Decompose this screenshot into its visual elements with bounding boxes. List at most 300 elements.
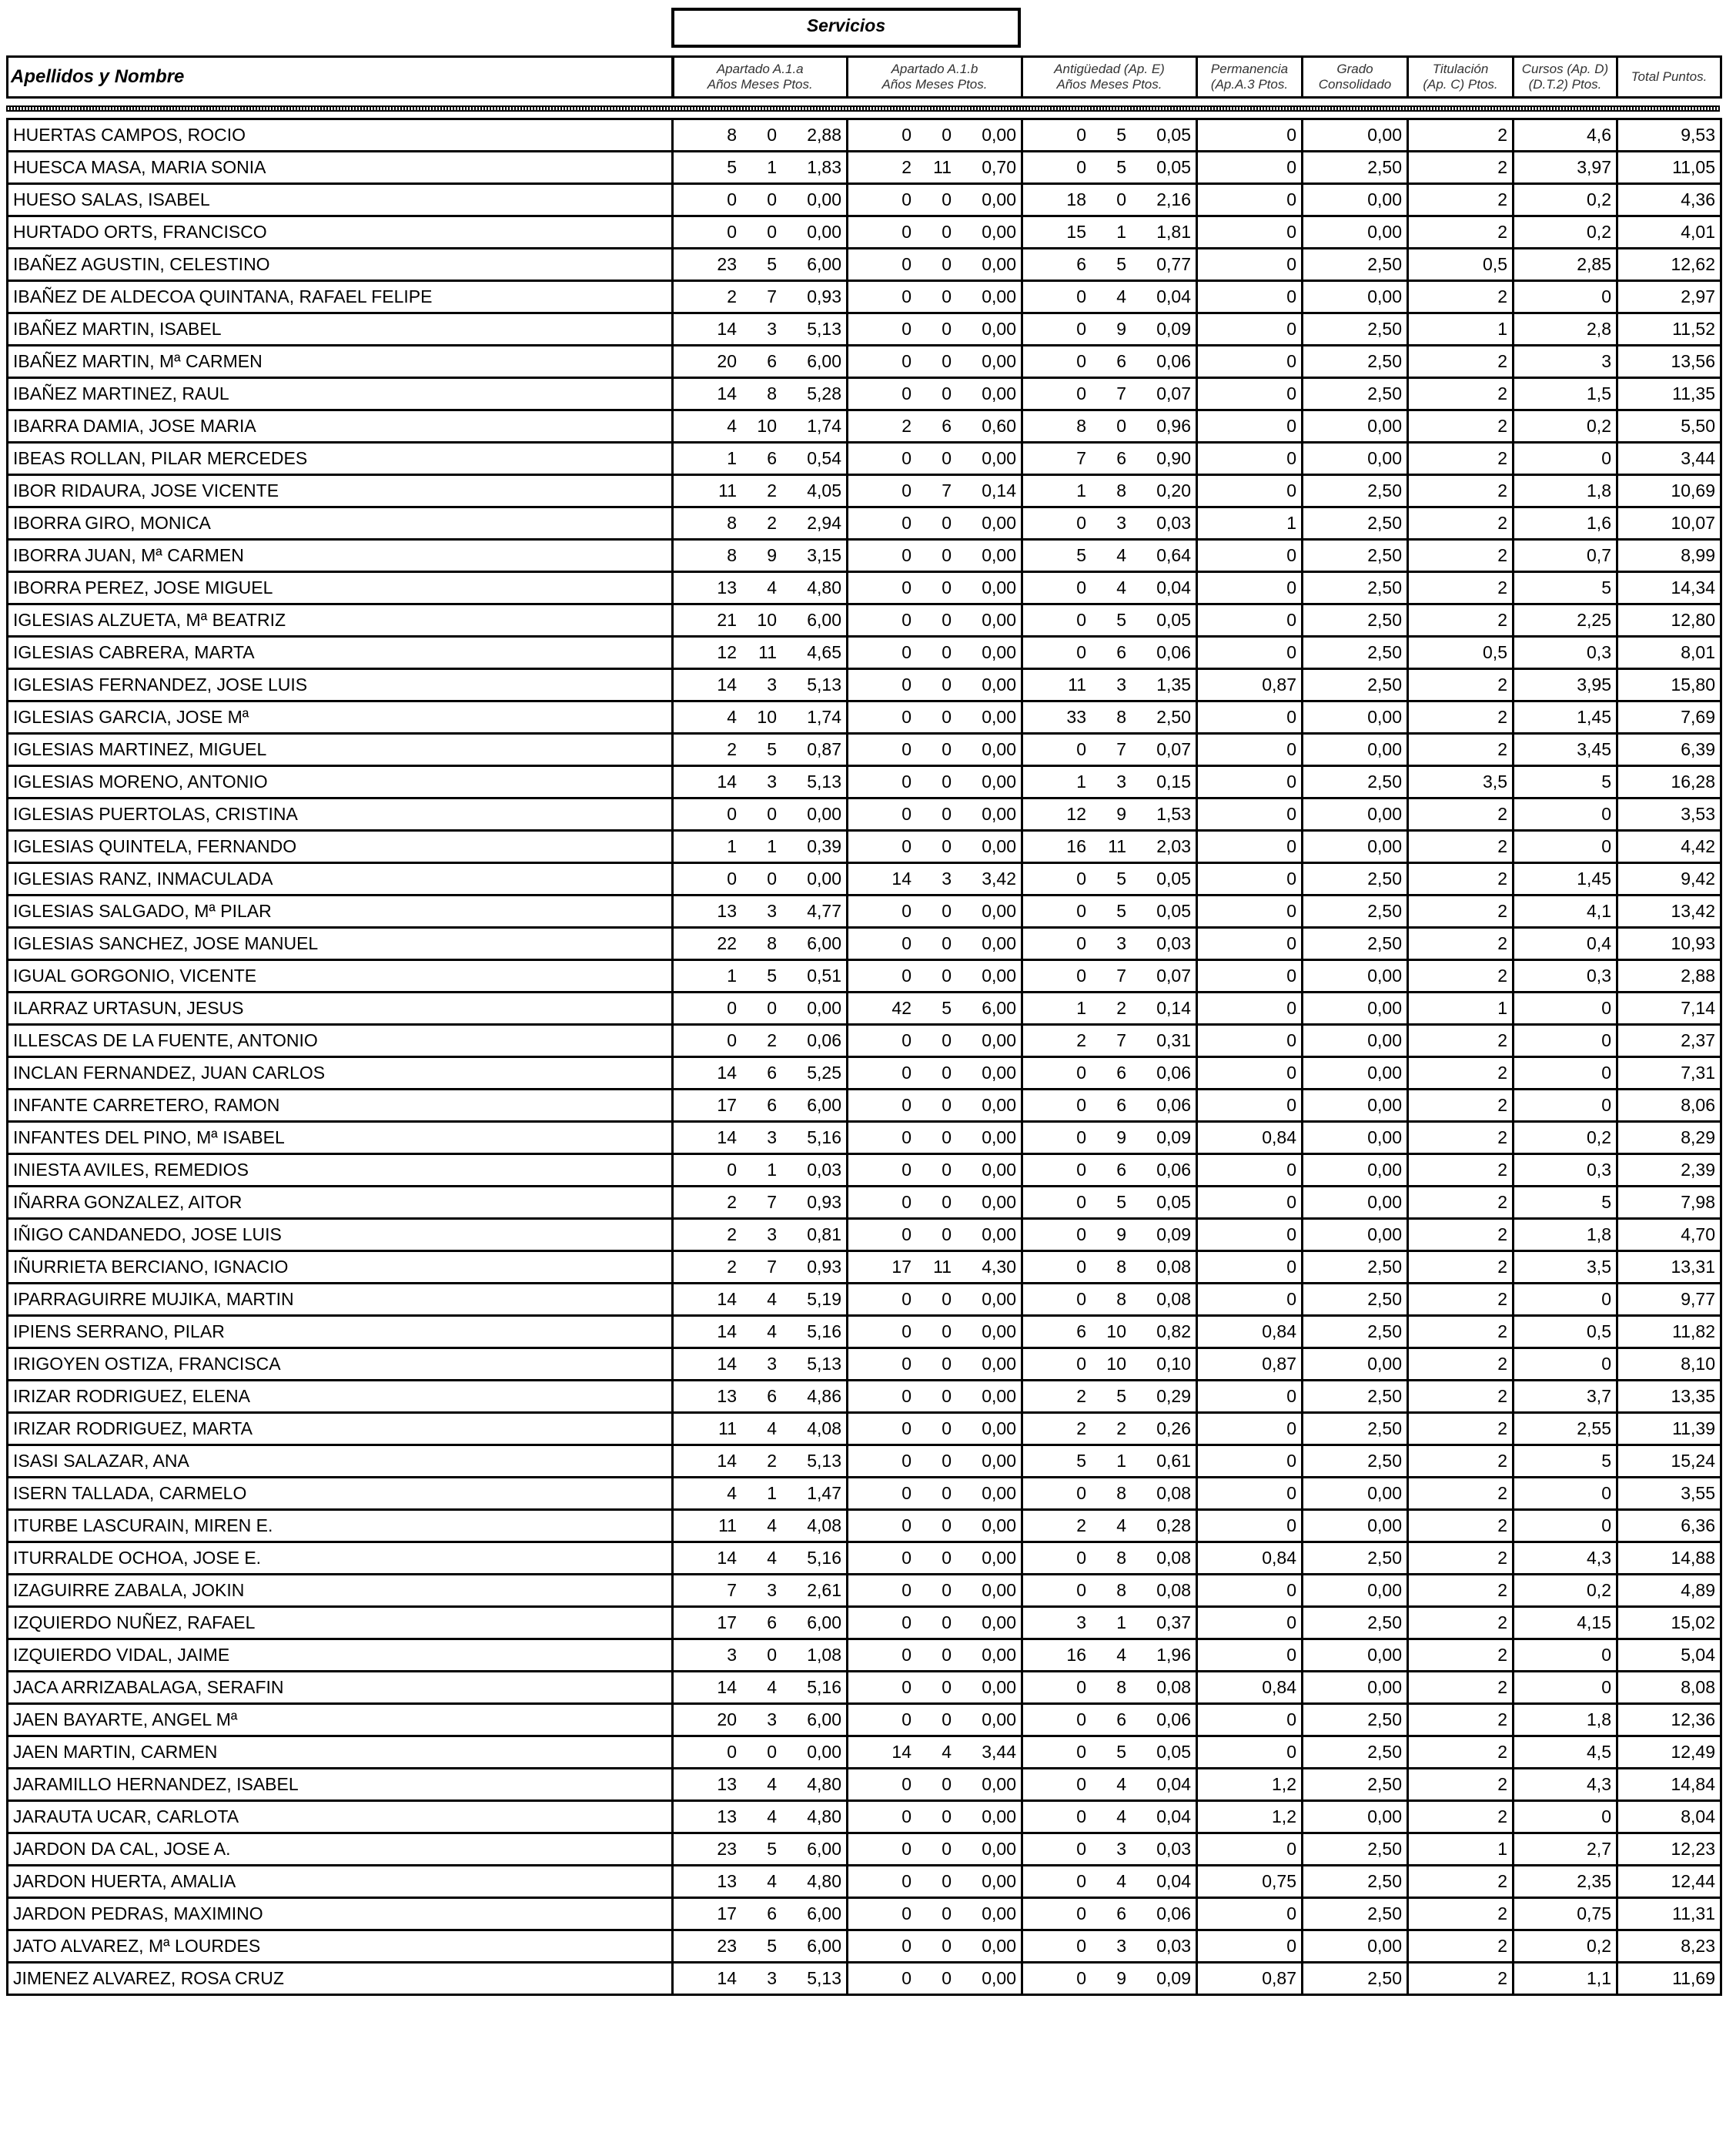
table-row [8,1219,1721,1251]
cell-name: IRIZAR RODRIGUEZ, ELENA [8,1381,673,1413]
cell-a1a-years: 17 [717,1903,737,1923]
cell-a1b [848,1607,1022,1639]
cell-antiguedad [1022,1898,1197,1930]
cell-total: 11,39 [1617,1413,1721,1445]
cell-grado: 2,50 [1303,1736,1408,1769]
table-row [8,507,1721,540]
cell-a1b-years: 0 [901,1580,912,1600]
cell-a1a-points: 0,00 [807,222,841,242]
cell-name: IGLESIAS MARTINEZ, MIGUEL [8,734,673,766]
cell-titulacion: 2 [1408,960,1514,993]
cell-cursos: 0,2 [1514,184,1617,216]
cell-antiguedad [1022,928,1197,960]
cell-antiguedad-years: 0 [1076,1677,1086,1697]
cell-antiguedad-points: 0,04 [1156,1806,1191,1826]
cell-name: JARDON DA CAL, JOSE A. [8,1833,673,1866]
cell-name: HURTADO ORTS, FRANCISCO [8,216,673,249]
table-row [8,1445,1721,1478]
cell-a1b-months: 0 [942,1968,952,1988]
cell-a1a-points: 2,88 [807,125,841,145]
cell-antiguedad-points: 0,61 [1156,1451,1191,1471]
cell-total: 7,69 [1617,701,1721,734]
cell-name: IGLESIAS ALZUETA, Mª BEATRIZ [8,604,673,637]
cell-a1a-points: 6,00 [807,1095,841,1115]
cell-antiguedad-points: 0,10 [1156,1354,1191,1374]
cell-a1b-years: 0 [901,286,912,306]
cell-antiguedad-points: 0,37 [1156,1612,1191,1632]
cell-antiguedad-months: 4 [1116,1806,1126,1826]
cell-cursos: 5 [1514,1445,1617,1478]
cell-a1a [673,1866,848,1898]
cell-total: 14,88 [1617,1542,1721,1575]
cell-a1a-years: 1 [727,836,737,856]
cell-a1b-points: 0,00 [982,1224,1016,1244]
cell-titulacion: 3,5 [1408,766,1514,798]
cell-a1b-years: 0 [901,772,912,792]
cell-antiguedad-points: 1,81 [1156,222,1191,242]
cell-a1b-points: 0,00 [982,1548,1016,1568]
cell-titulacion: 2 [1408,572,1514,604]
cell-a1b-months: 0 [942,1063,952,1083]
cell-a1b-months: 0 [942,1095,952,1115]
cell-permanencia: 0 [1197,1090,1303,1122]
cell-a1b-months: 0 [942,383,952,403]
cell-total: 3,55 [1617,1478,1721,1510]
cell-antiguedad [1022,1057,1197,1090]
cell-name: JATO ALVAREZ, Mª LOURDES [8,1930,673,1963]
cell-antiguedad [1022,346,1197,378]
cell-a1b-months: 0 [942,1709,952,1729]
cell-a1a [673,831,848,863]
cell-a1b-points: 0,00 [982,1515,1016,1535]
cell-a1a-points: 5,13 [807,675,841,695]
cell-a1b-points: 0,00 [982,254,1016,274]
cell-grado: 2,50 [1303,1898,1408,1930]
cell-antiguedad-points: 0,04 [1156,578,1191,598]
cell-a1a-years: 23 [717,254,737,274]
scores-table [6,118,1722,1996]
cell-a1a-points: 1,08 [807,1645,841,1665]
cell-permanencia: 0 [1197,1510,1303,1542]
cell-antiguedad-years: 2 [1076,1418,1086,1438]
cell-a1a-points: 6,00 [807,933,841,953]
cell-antiguedad-years: 0 [1076,1289,1086,1309]
cell-a1b-months: 0 [942,1127,952,1147]
cell-antiguedad [1022,249,1197,281]
cell-grado: 0,00 [1303,410,1408,443]
cell-antiguedad-months: 6 [1116,1903,1126,1923]
cell-titulacion: 1 [1408,313,1514,346]
cell-antiguedad [1022,1704,1197,1736]
cell-antiguedad-years: 2 [1076,1386,1086,1406]
cell-total: 9,77 [1617,1284,1721,1316]
cell-a1a [673,604,848,637]
cell-total: 10,69 [1617,475,1721,507]
cell-titulacion: 2 [1408,1704,1514,1736]
cell-antiguedad-points: 0,09 [1156,319,1191,339]
cell-grado: 2,50 [1303,1316,1408,1348]
cell-a1a-months: 6 [767,1386,777,1406]
table-row [8,637,1721,669]
cell-a1b-years: 0 [901,448,912,468]
cell-a1b-months: 0 [942,1354,952,1374]
cell-a1b-points: 0,00 [982,1968,1016,1988]
cell-cursos: 0 [1514,1639,1617,1672]
cell-a1a-months: 10 [757,707,777,727]
cell-titulacion: 2 [1408,928,1514,960]
cell-a1a [673,1348,848,1381]
cell-antiguedad-months: 9 [1116,319,1126,339]
cell-cursos: 1,8 [1514,475,1617,507]
cell-name: IGLESIAS RANZ, INMACULADA [8,863,673,896]
cell-total: 4,36 [1617,184,1721,216]
cell-grado: 0,00 [1303,1575,1408,1607]
cell-a1a-months: 4 [767,1871,777,1891]
cell-antiguedad [1022,1866,1197,1898]
cell-antiguedad-years: 0 [1076,1936,1086,1956]
table-row [8,993,1721,1025]
cell-antiguedad-months: 6 [1116,642,1126,662]
cell-grado: 0,00 [1303,1639,1408,1672]
cell-a1b-points: 0,70 [982,157,1016,177]
cell-antiguedad-years: 0 [1076,1903,1086,1923]
cell-cursos: 1,6 [1514,507,1617,540]
cell-antiguedad-months: 8 [1116,480,1126,500]
cell-antiguedad-points: 0,03 [1156,1936,1191,1956]
cell-a1b [848,1025,1022,1057]
cell-a1a-points: 1,74 [807,416,841,436]
cell-antiguedad-years: 0 [1076,286,1086,306]
cell-antiguedad [1022,863,1197,896]
cell-a1a-points: 2,94 [807,513,841,533]
cell-a1a-months: 2 [767,1451,777,1471]
cell-a1a-points: 1,74 [807,707,841,727]
cell-name: IBOR RIDAURA, JOSE VICENTE [8,475,673,507]
cell-a1b-years: 0 [901,254,912,274]
cell-antiguedad-points: 0,08 [1156,1580,1191,1600]
cell-permanencia: 0 [1197,604,1303,637]
cell-grado: 2,50 [1303,1866,1408,1898]
cell-cursos: 2,85 [1514,249,1617,281]
cell-name: IÑARRA GONZALEZ, AITOR [8,1187,673,1219]
cell-a1a-months: 3 [767,772,777,792]
cell-grado: 0,00 [1303,443,1408,475]
cell-total: 12,36 [1617,1704,1721,1736]
cell-permanencia: 0 [1197,1736,1303,1769]
cell-a1a [673,1219,848,1251]
cell-antiguedad-points: 0,26 [1156,1418,1191,1438]
cell-a1a [673,1575,848,1607]
cell-a1a-months: 6 [767,1612,777,1632]
cell-antiguedad-years: 0 [1076,642,1086,662]
cell-a1b-months: 0 [942,1030,952,1050]
cell-antiguedad [1022,637,1197,669]
cell-a1b-points: 0,00 [982,578,1016,598]
cell-a1b-years: 0 [901,1095,912,1115]
cell-a1b-months: 7 [942,480,952,500]
cell-antiguedad [1022,184,1197,216]
cell-permanencia: 0 [1197,346,1303,378]
cell-antiguedad-points: 0,05 [1156,901,1191,921]
cell-antiguedad-years: 0 [1076,1580,1086,1600]
cell-a1a-years: 13 [717,1806,737,1826]
cell-a1b [848,1348,1022,1381]
cell-a1b-points: 0,00 [982,610,1016,630]
cell-antiguedad-years: 16 [1066,836,1086,856]
cell-a1a-points: 4,86 [807,1386,841,1406]
cell-a1a-months: 4 [767,1515,777,1535]
cell-name: ILARRAZ URTASUN, JESUS [8,993,673,1025]
cell-permanencia: 0 [1197,1833,1303,1866]
cell-antiguedad-points: 0,06 [1156,1709,1191,1729]
cell-antiguedad-points: 0,06 [1156,642,1191,662]
cell-antiguedad-months: 7 [1116,1030,1126,1050]
cell-name: IZQUIERDO VIDAL, JAIME [8,1639,673,1672]
cell-a1b-years: 0 [901,1483,912,1503]
cell-antiguedad-months: 8 [1116,1257,1126,1277]
cell-antiguedad [1022,1025,1197,1057]
cell-a1b-points: 0,00 [982,1903,1016,1923]
cell-antiguedad-years: 0 [1076,1806,1086,1826]
cell-a1b-months: 0 [942,1903,952,1923]
table-row [8,572,1721,604]
cell-permanencia: 1 [1197,507,1303,540]
cell-permanencia: 0,87 [1197,1963,1303,1995]
cell-a1a [673,1736,848,1769]
cell-a1a-years: 2 [727,286,737,306]
cell-a1b-points: 0,00 [982,1839,1016,1859]
cell-antiguedad-years: 1 [1076,772,1086,792]
cell-a1a-months: 7 [767,286,777,306]
cell-a1a-months: 6 [767,1903,777,1923]
cell-a1b-years: 0 [901,125,912,145]
cell-antiguedad-points: 0,04 [1156,1774,1191,1794]
cell-a1b-points: 0,00 [982,125,1016,145]
cell-a1a [673,346,848,378]
cell-grado: 0,00 [1303,1348,1408,1381]
cell-cursos: 0,4 [1514,928,1617,960]
cell-name: IGLESIAS GARCIA, JOSE Mª [8,701,673,734]
cell-a1a-points: 2,61 [807,1580,841,1600]
cell-a1a-months: 5 [767,1936,777,1956]
cell-a1a-months: 3 [767,901,777,921]
cell-antiguedad-years: 18 [1066,189,1086,209]
cell-antiguedad-years: 12 [1066,804,1086,824]
cell-a1b [848,1090,1022,1122]
table-row [8,1769,1721,1801]
cell-antiguedad [1022,1672,1197,1704]
cell-a1b-points: 0,00 [982,545,1016,565]
table-row [8,1025,1721,1057]
cell-antiguedad-months: 4 [1116,1774,1126,1794]
cell-a1a-points: 5,25 [807,1063,841,1083]
cell-a1b [848,1478,1022,1510]
cell-antiguedad-months: 2 [1116,1418,1126,1438]
cell-a1a [673,701,848,734]
cell-permanencia: 0 [1197,313,1303,346]
cell-a1a-months: 4 [767,1289,777,1309]
cell-a1a [673,119,848,152]
cell-antiguedad-points: 0,14 [1156,998,1191,1018]
cell-a1a-points: 4,80 [807,1806,841,1826]
cell-a1b [848,863,1022,896]
cell-antiguedad-months: 4 [1116,1515,1126,1535]
cell-a1a-points: 6,00 [807,1612,841,1632]
cell-a1a-months: 4 [767,1321,777,1341]
cell-a1a [673,1833,848,1866]
cell-grado: 0,00 [1303,216,1408,249]
cell-antiguedad-points: 0,64 [1156,545,1191,565]
cell-total: 8,99 [1617,540,1721,572]
cell-a1b-points: 3,42 [982,869,1016,889]
cell-total: 12,23 [1617,1833,1721,1866]
cell-a1a-points: 1,47 [807,1483,841,1503]
cell-grado: 2,50 [1303,604,1408,637]
cell-a1b [848,410,1022,443]
cell-name: JAEN BAYARTE, ANGEL Mª [8,1704,673,1736]
cell-a1a-points: 5,28 [807,383,841,403]
cell-a1a [673,1025,848,1057]
cell-total: 7,98 [1617,1187,1721,1219]
cell-a1b-months: 5 [942,998,952,1018]
cell-a1b [848,637,1022,669]
cell-a1a-points: 6,00 [807,610,841,630]
cell-name: HUERTAS CAMPOS, ROCIO [8,119,673,152]
cell-total: 11,69 [1617,1963,1721,1995]
header-a1b: Apartado A.1.b Años Meses Ptos. [848,57,1022,98]
cell-titulacion: 2 [1408,1930,1514,1963]
cell-a1b-points: 4,30 [982,1257,1016,1277]
cell-a1a-months: 6 [767,351,777,371]
cell-antiguedad-points: 0,20 [1156,480,1191,500]
cell-a1a [673,281,848,313]
cell-a1a-years: 11 [718,1418,737,1438]
cell-antiguedad-months: 6 [1116,448,1126,468]
cell-a1a [673,766,848,798]
cell-antiguedad-months: 4 [1116,545,1126,565]
cell-a1a-months: 1 [767,1160,777,1180]
cell-permanencia: 0,75 [1197,1866,1303,1898]
cell-name: IZQUIERDO NUÑEZ, RAFAEL [8,1607,673,1639]
cell-antiguedad-years: 16 [1066,1645,1086,1665]
cell-a1a-years: 8 [727,125,737,145]
cell-a1b-months: 3 [942,869,952,889]
cell-a1a-points: 4,05 [807,480,841,500]
cell-grado: 0,00 [1303,701,1408,734]
cell-titulacion: 2 [1408,1898,1514,1930]
cell-a1b [848,249,1022,281]
cell-a1a-points: 0,93 [807,1192,841,1212]
cell-a1b [848,669,1022,701]
cell-titulacion: 2 [1408,1154,1514,1187]
cell-a1b [848,1963,1022,1995]
cell-titulacion: 2 [1408,1122,1514,1154]
cell-grado: 2,50 [1303,313,1408,346]
cell-titulacion: 2 [1408,184,1514,216]
cell-antiguedad-years: 0 [1076,1224,1086,1244]
cell-grado: 0,00 [1303,1510,1408,1542]
cell-antiguedad-months: 6 [1116,1095,1126,1115]
cell-antiguedad-months: 8 [1116,1677,1126,1697]
cell-a1a-years: 13 [717,1386,737,1406]
cell-a1a-months: 4 [767,1418,777,1438]
cell-a1b-years: 0 [901,1224,912,1244]
cell-a1a-points: 5,13 [807,772,841,792]
cell-a1b-months: 0 [942,1839,952,1859]
cell-antiguedad-months: 8 [1116,707,1126,727]
table-row [8,1607,1721,1639]
cell-antiguedad-points: 0,09 [1156,1968,1191,1988]
cell-a1a-points: 3,15 [807,545,841,565]
cell-a1b-points: 0,00 [982,1677,1016,1697]
cell-total: 7,31 [1617,1057,1721,1090]
cell-permanencia: 0 [1197,152,1303,184]
cell-antiguedad-years: 1 [1076,480,1086,500]
cell-a1b-points: 0,00 [982,804,1016,824]
cell-cursos: 0 [1514,1284,1617,1316]
cell-a1b-years: 2 [901,416,912,436]
cell-name: IÑURRIETA BERCIANO, IGNACIO [8,1251,673,1284]
cell-a1b-months: 0 [942,351,952,371]
cell-total: 2,37 [1617,1025,1721,1057]
cell-a1b [848,1219,1022,1251]
cell-a1b-years: 0 [901,675,912,695]
table-row [8,1866,1721,1898]
cell-a1b [848,1769,1022,1801]
cell-a1a-years: 21 [717,610,737,630]
cell-a1a-years: 23 [717,1936,737,1956]
cell-a1a-years: 14 [717,772,737,792]
cell-name: IGLESIAS MORENO, ANTONIO [8,766,673,798]
table-row [8,1316,1721,1348]
cell-antiguedad [1022,152,1197,184]
cell-a1a [673,1769,848,1801]
cell-a1b [848,1284,1022,1316]
table-row [8,1348,1721,1381]
cell-a1b-years: 0 [901,222,912,242]
cell-a1b [848,734,1022,766]
cell-a1a [673,1413,848,1445]
cell-cursos: 1,1 [1514,1963,1617,1995]
cell-a1a-years: 23 [717,1839,737,1859]
cell-antiguedad [1022,1445,1197,1478]
cell-grado: 2,50 [1303,1833,1408,1866]
cell-grado: 0,00 [1303,831,1408,863]
cell-antiguedad-months: 11 [1108,836,1126,856]
cell-titulacion: 2 [1408,1866,1514,1898]
cell-permanencia: 0 [1197,1898,1303,1930]
cell-cursos: 2,35 [1514,1866,1617,1898]
cell-grado: 0,00 [1303,1219,1408,1251]
cell-name: JAEN MARTIN, CARMEN [8,1736,673,1769]
cell-titulacion: 2 [1408,1769,1514,1801]
cell-a1a [673,1316,848,1348]
cell-a1b [848,1672,1022,1704]
cell-name: IGLESIAS PUERTOLAS, CRISTINA [8,798,673,831]
cell-a1a [673,1510,848,1542]
cell-total: 8,01 [1617,637,1721,669]
cell-permanencia: 0,87 [1197,1348,1303,1381]
cell-cursos: 0,2 [1514,216,1617,249]
cell-antiguedad-points: 0,04 [1156,286,1191,306]
cell-a1a-years: 20 [717,1709,737,1729]
cell-antiguedad-months: 2 [1116,998,1126,1018]
cell-a1b-months: 0 [942,707,952,727]
cell-a1b [848,1316,1022,1348]
cell-antiguedad-points: 0,05 [1156,1192,1191,1212]
cell-antiguedad [1022,798,1197,831]
cell-a1b-points: 0,00 [982,1386,1016,1406]
